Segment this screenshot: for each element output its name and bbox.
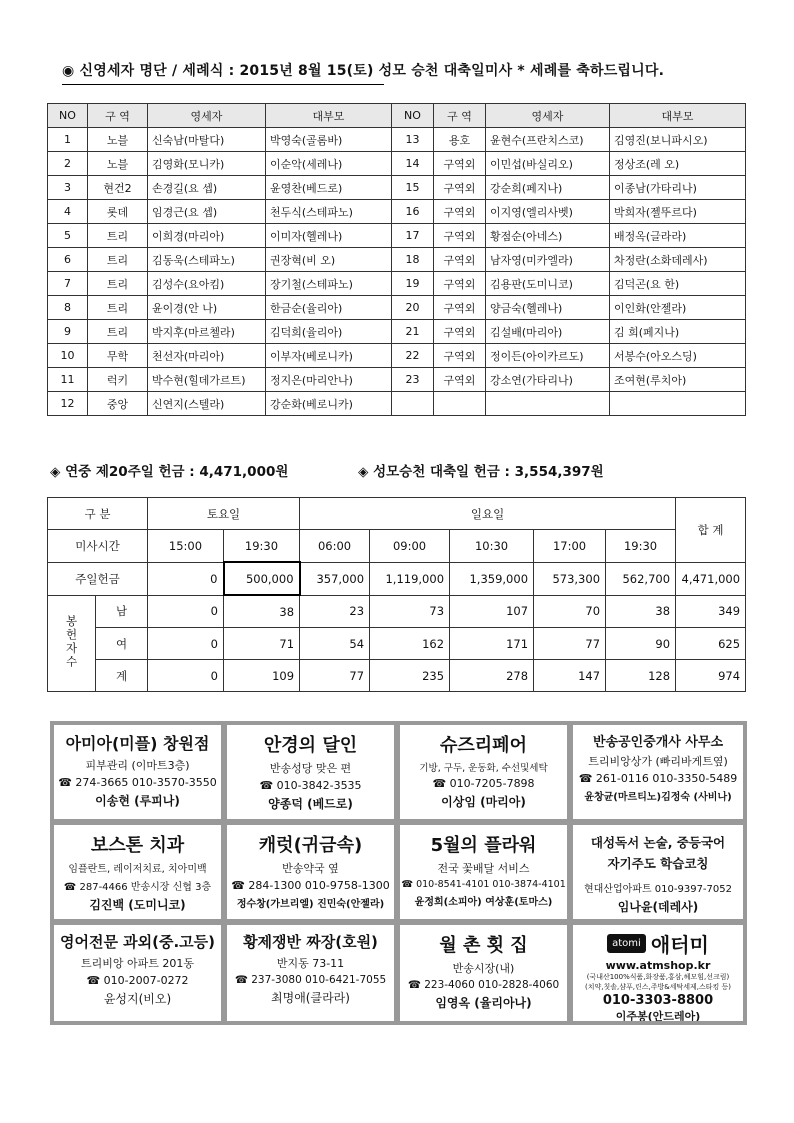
row-baptized: 신연지(스텔라) bbox=[148, 392, 266, 416]
row-baptized bbox=[486, 392, 610, 416]
collection-value: 1,359,000 bbox=[450, 562, 534, 595]
row-baptized: 손경길(요 셉) bbox=[148, 176, 266, 200]
row-no: 2 bbox=[48, 152, 88, 176]
ad-title: 아미아(미플) 창원점 bbox=[65, 734, 210, 753]
row-godparent bbox=[610, 392, 746, 416]
ad-phone: 현대산업아파트 010-9397-7052 bbox=[583, 884, 732, 895]
row-no: 9 bbox=[48, 320, 88, 344]
attendee-count: 109 bbox=[224, 660, 300, 692]
attendee-count: 0 bbox=[148, 628, 224, 660]
header-district: 구 역 bbox=[434, 104, 486, 128]
collection-value: 573,300 bbox=[534, 562, 606, 595]
row-district: 트리 bbox=[88, 272, 148, 296]
ad-line: 피부관리 (이마트3층) bbox=[85, 759, 190, 772]
attendee-count: 107 bbox=[450, 595, 534, 628]
row-baptized: 윤현수(프란치스코) bbox=[486, 128, 610, 152]
ad-owner: 임영옥 (율리아나) bbox=[435, 996, 532, 1010]
ad-title: 안경의 달인 bbox=[263, 735, 358, 756]
row-godparent: 김 희(페지나) bbox=[610, 320, 746, 344]
table-row bbox=[48, 248, 746, 272]
row-district: 럭키 bbox=[88, 368, 148, 392]
table-row bbox=[48, 152, 746, 176]
row-baptized: 윤이경(안 나) bbox=[148, 296, 266, 320]
row-godparent: 배정옥(글라라) bbox=[610, 224, 746, 248]
ad-flower bbox=[400, 825, 567, 919]
row-godparent: 강순화(베로니카) bbox=[266, 392, 392, 416]
row-no: 5 bbox=[48, 224, 88, 248]
ad-line: 트리비앙상가 (빠리바게트옆) bbox=[588, 755, 728, 768]
ad-title: 반송공인중개사 사무소 bbox=[592, 735, 724, 750]
attendee-count: 147 bbox=[534, 660, 606, 692]
row-baptized: 김설배(마리아) bbox=[486, 320, 610, 344]
ad-owner: 양종덕 (베드로) bbox=[268, 797, 353, 811]
mass-time: 06:00 bbox=[300, 530, 370, 563]
row-baptized: 임경근(요 셉) bbox=[148, 200, 266, 224]
ad-owner: 윤창균(마르티노)김정숙 (사비나) bbox=[584, 792, 732, 803]
ad-phone: ☎ 010-3842-3535 bbox=[259, 779, 362, 792]
row-no: 8 bbox=[48, 296, 88, 320]
sunday-label: 일요일 bbox=[300, 498, 676, 530]
collection-value: 562,700 bbox=[606, 562, 676, 595]
row-godparent: 장기철(스테파노) bbox=[266, 272, 392, 296]
row-godparent: 차정란(소화데레사) bbox=[610, 248, 746, 272]
row-no: 7 bbox=[48, 272, 88, 296]
row-godparent: 서봉수(아오스딩) bbox=[610, 344, 746, 368]
ad-owner: 윤정희(소피아) 여상훈(토마스) bbox=[414, 897, 553, 908]
row-district: 트리 bbox=[88, 320, 148, 344]
header-no: NO bbox=[48, 104, 88, 128]
attendee-count: 77 bbox=[300, 660, 370, 692]
ad-phone: 010-3303-8800 bbox=[602, 993, 714, 1008]
ad-sashimi bbox=[400, 925, 567, 1021]
atomy-logo-icon: atomi bbox=[607, 934, 646, 953]
attendee-total: 625 bbox=[676, 628, 746, 660]
attendee-count: 71 bbox=[224, 628, 300, 660]
ad-line: 임플란트, 레이저치료, 치아미백 bbox=[68, 864, 207, 875]
row-no: 12 bbox=[48, 392, 88, 416]
attendee-count: 73 bbox=[370, 595, 450, 628]
row-baptized: 이민섭(바실리오) bbox=[486, 152, 610, 176]
row-no: 13 bbox=[392, 128, 434, 152]
attendee-count: 162 bbox=[370, 628, 450, 660]
row-godparent: 김영진(보니파시오) bbox=[610, 128, 746, 152]
row-district: 롯데 bbox=[88, 200, 148, 224]
row-baptized: 황점순(아네스) bbox=[486, 224, 610, 248]
mass-time: 15:00 bbox=[148, 530, 224, 563]
row-district: 구역외 bbox=[434, 272, 486, 296]
row-no: 21 bbox=[392, 320, 434, 344]
annual-offering-summary: ◈ 연중 제20주일 헌금 : 4,471,000원 bbox=[50, 464, 289, 480]
attendee-count: 23 bbox=[300, 595, 370, 628]
row-district: 구역외 bbox=[434, 296, 486, 320]
table-row bbox=[48, 176, 746, 200]
ad-owner: 이송현 (루피나) bbox=[95, 794, 180, 808]
row-no: 11 bbox=[48, 368, 88, 392]
row-godparent: 정상조(레 오) bbox=[610, 152, 746, 176]
ad-jewelry bbox=[227, 825, 394, 919]
table-row bbox=[48, 392, 746, 416]
attendee-count: 0 bbox=[148, 660, 224, 692]
collection-label: 주일헌금 bbox=[48, 562, 148, 595]
ad-line: (국내산100%식품,화장품,홍삼,헤모힘,선크림) bbox=[586, 973, 730, 981]
row-baptized: 양금숙(헬레나) bbox=[486, 296, 610, 320]
feast-offering-summary: ◈ 성모승천 대축일 헌금 : 3,554,397원 bbox=[358, 464, 604, 480]
mass-time-label: 미사시간 bbox=[48, 530, 148, 563]
row-district: 중앙 bbox=[88, 392, 148, 416]
title-underline bbox=[62, 84, 384, 85]
ad-title: 5월의 플라워 bbox=[430, 835, 537, 856]
ad-realty bbox=[573, 725, 743, 819]
attendees-label: 봉헌자수 bbox=[48, 595, 96, 692]
row-baptized: 김영화(모니카) bbox=[148, 152, 266, 176]
header-baptized: 영세자 bbox=[486, 104, 610, 128]
ad-english-tutoring bbox=[54, 925, 221, 1021]
row-district: 무학 bbox=[88, 344, 148, 368]
baptism-table bbox=[47, 103, 746, 416]
ad-phone: ☎ 261-0116 010-3350-5489 bbox=[578, 772, 738, 785]
row-baptized: 김동욱(스테파노) bbox=[148, 248, 266, 272]
row-godparent: 천두식(스테파노) bbox=[266, 200, 392, 224]
table-row bbox=[48, 368, 746, 392]
ad-dental bbox=[54, 825, 221, 919]
ad-owner: 이주봉(안드레아) bbox=[615, 1010, 701, 1021]
row-godparent: 김덕희(율리아) bbox=[266, 320, 392, 344]
attendee-count: 54 bbox=[300, 628, 370, 660]
header-district: 구 역 bbox=[88, 104, 148, 128]
collection-value: 1,119,000 bbox=[370, 562, 450, 595]
ads-grid bbox=[50, 721, 747, 1025]
ad-phone: ☎ 010-2007-0272 bbox=[86, 974, 189, 987]
mass-time: 09:00 bbox=[370, 530, 450, 563]
ad-phone: ☎ 287-4466 반송시장 신협 3층 bbox=[63, 882, 212, 893]
row-baptized: 강순희(페지나) bbox=[486, 176, 610, 200]
attendee-count: 38 bbox=[606, 595, 676, 628]
ad-subtitle: 자기주도 학습코칭 bbox=[607, 856, 709, 871]
ad-shoes bbox=[400, 725, 567, 819]
row-no: 19 bbox=[392, 272, 434, 296]
row-district: 구역외 bbox=[434, 176, 486, 200]
ad-title: 보스톤 치과 bbox=[90, 835, 185, 856]
ad-owner: 정수창(가브리엘) 진민숙(안젤라) bbox=[236, 899, 385, 910]
ad-phone: ☎ 237-3080 010-6421-7055 bbox=[234, 974, 387, 986]
row-district: 구역외 bbox=[434, 224, 486, 248]
row-district: 구역외 bbox=[434, 344, 486, 368]
ad-title: 황제쟁반 짜장(호원) bbox=[243, 933, 378, 951]
mass-time: 19:30 bbox=[606, 530, 676, 563]
mass-time: 10:30 bbox=[450, 530, 534, 563]
attendee-row-label: 여 bbox=[96, 628, 148, 660]
row-baptized: 이지영(엘리사벳) bbox=[486, 200, 610, 224]
attendee-row-label: 남 bbox=[96, 595, 148, 628]
attendee-count: 0 bbox=[148, 595, 224, 628]
row-no: 4 bbox=[48, 200, 88, 224]
row-no bbox=[392, 392, 434, 416]
ad-owner: 윤성지(비오) bbox=[103, 992, 172, 1006]
attendee-row-label: 계 bbox=[96, 660, 148, 692]
table-row bbox=[48, 296, 746, 320]
row-no: 10 bbox=[48, 344, 88, 368]
attendee-count: 278 bbox=[450, 660, 534, 692]
header-no: NO bbox=[392, 104, 434, 128]
ad-line: 반지동 73-11 bbox=[276, 957, 345, 970]
ad-website: www.atmshop.kr bbox=[605, 959, 711, 972]
table-row bbox=[48, 200, 746, 224]
attendee-total: 349 bbox=[676, 595, 746, 628]
row-baptized: 강소연(가타리나) bbox=[486, 368, 610, 392]
attendee-total: 974 bbox=[676, 660, 746, 692]
total-header: 합 계 bbox=[676, 498, 746, 563]
table-row bbox=[48, 272, 746, 296]
row-district: 노블 bbox=[88, 128, 148, 152]
row-baptized: 이희경(마리아) bbox=[148, 224, 266, 248]
row-district: 노블 bbox=[88, 152, 148, 176]
table-row bbox=[48, 344, 746, 368]
ad-line: 반송시장(내) bbox=[452, 962, 515, 975]
row-no: 22 bbox=[392, 344, 434, 368]
ad-line: 트리비앙 아파트 201동 bbox=[81, 957, 194, 970]
ad-tutoring-korean bbox=[573, 825, 743, 919]
row-baptized: 남자영(미카엘라) bbox=[486, 248, 610, 272]
attendee-count: 70 bbox=[534, 595, 606, 628]
ad-line: 반송약국 옆 bbox=[282, 862, 339, 875]
row-baptized: 신숙남(마탈다) bbox=[148, 128, 266, 152]
ad-title: 영어전문 과외(중.고등) bbox=[59, 933, 216, 951]
row-godparent: 이부자(베로니카) bbox=[266, 344, 392, 368]
attendee-count: 128 bbox=[606, 660, 676, 692]
collection-value: 357,000 bbox=[300, 562, 370, 595]
row-no: 16 bbox=[392, 200, 434, 224]
collection-value: 0 bbox=[148, 562, 224, 595]
attendee-count: 235 bbox=[370, 660, 450, 692]
collection-total: 4,471,000 bbox=[676, 562, 746, 595]
row-godparent: 박영숙(골롬바) bbox=[266, 128, 392, 152]
ad-title: 슈즈리페어 bbox=[440, 735, 527, 756]
row-district: 구역외 bbox=[434, 248, 486, 272]
ad-title: 캐럿(귀금속) bbox=[258, 835, 363, 856]
row-baptized: 김성수(요아킴) bbox=[148, 272, 266, 296]
mass-time: 17:00 bbox=[534, 530, 606, 563]
mass-time: 19:30 bbox=[224, 530, 300, 563]
ad-line: 반송성당 맞은 편 bbox=[269, 762, 352, 775]
row-no: 6 bbox=[48, 248, 88, 272]
collection-value: 500,000 bbox=[224, 562, 300, 595]
offering-table bbox=[47, 497, 746, 692]
ad-phone: ☎ 223-4060 010-2828-4060 bbox=[407, 979, 560, 991]
baptism-header-row bbox=[48, 104, 746, 128]
row-godparent: 이미자(헬레나) bbox=[266, 224, 392, 248]
row-no: 20 bbox=[392, 296, 434, 320]
page-title: ◉ 신영세자 명단 / 세례식 : 2015년 8월 15(토) 성모 승천 대축일미사 * 세례를 축하드립니다. bbox=[62, 63, 665, 79]
row-baptized: 정이든(아이카르도) bbox=[486, 344, 610, 368]
row-godparent: 정지은(마리안나) bbox=[266, 368, 392, 392]
ad-jjajang bbox=[227, 925, 394, 1021]
ad-owner: 이상임 (마리아) bbox=[441, 795, 526, 809]
row-godparent: 박희자(젤뚜르다) bbox=[610, 200, 746, 224]
row-godparent: 권장혁(비 오) bbox=[266, 248, 392, 272]
row-no: 15 bbox=[392, 176, 434, 200]
division-label: 구 분 bbox=[48, 498, 148, 530]
row-district: 구역외 bbox=[434, 152, 486, 176]
ad-owner: 최명애(클라라) bbox=[271, 991, 350, 1005]
row-district: 구역외 bbox=[434, 368, 486, 392]
ad-phone: ☎ 010-8541-4101 010-3874-4101 bbox=[401, 879, 566, 890]
row-no: 1 bbox=[48, 128, 88, 152]
ad-title: 월 촌 횟 집 bbox=[439, 935, 528, 956]
row-baptized: 박수현(힐데가르트) bbox=[148, 368, 266, 392]
row-no: 3 bbox=[48, 176, 88, 200]
row-baptized: 박지후(마르첼라) bbox=[148, 320, 266, 344]
row-no: 18 bbox=[392, 248, 434, 272]
row-district: 구역외 bbox=[434, 320, 486, 344]
row-no: 14 bbox=[392, 152, 434, 176]
attendee-count: 90 bbox=[606, 628, 676, 660]
table-row bbox=[48, 224, 746, 248]
ad-glasses bbox=[227, 725, 394, 819]
ad-phone: ☎ 010-7205-7898 bbox=[432, 777, 535, 790]
ad-phone: ☎ 284-1300 010-9758-1300 bbox=[231, 879, 390, 892]
row-godparent: 김덕곤(요 한) bbox=[610, 272, 746, 296]
row-godparent: 이인화(안젤라) bbox=[610, 296, 746, 320]
header-baptized: 영세자 bbox=[148, 104, 266, 128]
row-district: 구역외 bbox=[434, 200, 486, 224]
row-godparent: 이순악(세레나) bbox=[266, 152, 392, 176]
row-godparent: 조여현(루치아) bbox=[610, 368, 746, 392]
row-baptized: 김용판(도미니코) bbox=[486, 272, 610, 296]
row-no: 17 bbox=[392, 224, 434, 248]
ad-title: 대성독서 논술, 중등국어 bbox=[590, 835, 726, 850]
ad-owner: 임나윤(데레사) bbox=[617, 900, 699, 914]
ad-owner: 김진백 (도미니코) bbox=[89, 898, 186, 912]
row-baptized: 천선자(마리아) bbox=[148, 344, 266, 368]
ad-atomy bbox=[573, 925, 743, 1021]
ad-phone: ☎ 274-3665 010-3570-3550 bbox=[58, 776, 217, 789]
ad-line: (치약,칫솔,샴푸,린스,주방&세탁세제,스타킹 등) bbox=[585, 983, 731, 991]
header-godparent: 대부모 bbox=[610, 104, 746, 128]
attendee-count: 171 bbox=[450, 628, 534, 660]
row-district: 용호 bbox=[434, 128, 486, 152]
ad-line: 전국 꽃배달 서비스 bbox=[437, 862, 530, 875]
attendee-count: 77 bbox=[534, 628, 606, 660]
row-no: 23 bbox=[392, 368, 434, 392]
header-godparent: 대부모 bbox=[266, 104, 392, 128]
ad-amia bbox=[54, 725, 221, 819]
attendee-count: 38 bbox=[224, 595, 300, 628]
row-godparent: 한금순(율리아) bbox=[266, 296, 392, 320]
row-district bbox=[434, 392, 486, 416]
row-district: 현건2 bbox=[88, 176, 148, 200]
ad-line: 기방, 구두, 운동화, 수선및세탁 bbox=[419, 763, 548, 774]
row-district: 트리 bbox=[88, 248, 148, 272]
saturday-label: 토요일 bbox=[148, 498, 300, 530]
row-godparent: 이종남(가타리나) bbox=[610, 176, 746, 200]
row-district: 트리 bbox=[88, 224, 148, 248]
table-row bbox=[48, 320, 746, 344]
table-row bbox=[48, 128, 746, 152]
row-godparent: 윤영찬(베드로) bbox=[266, 176, 392, 200]
row-district: 트리 bbox=[88, 296, 148, 320]
ad-title: 애터미 bbox=[650, 933, 709, 957]
